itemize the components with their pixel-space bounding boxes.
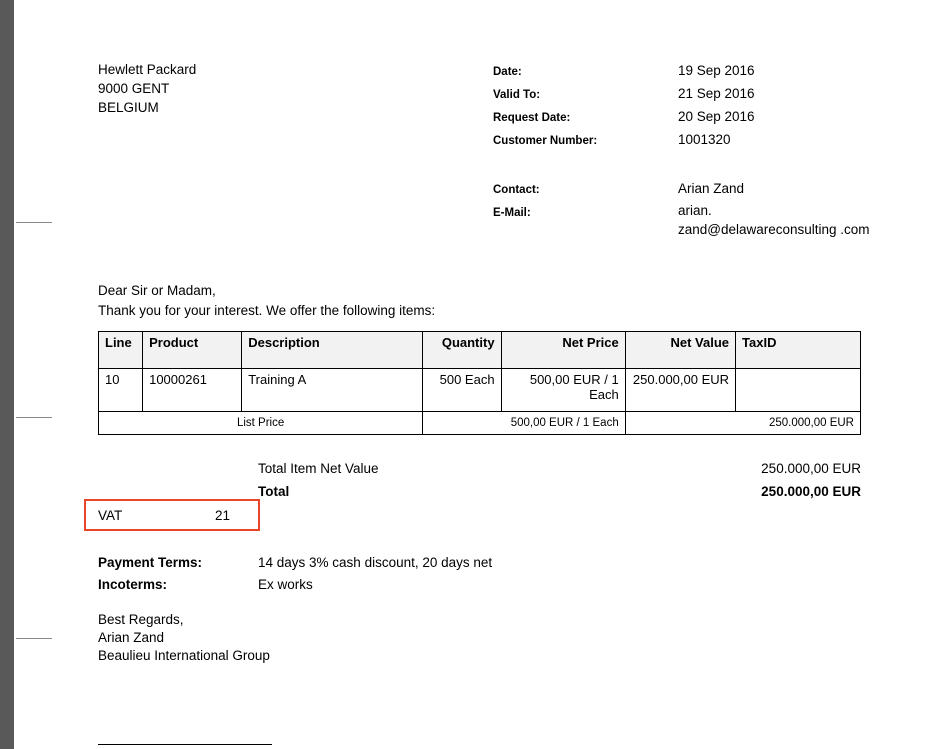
payment-terms-label: Payment Terms:	[98, 555, 203, 570]
total-value: 250.000,00 EUR	[761, 484, 861, 499]
payment-terms-row	[98, 552, 798, 574]
closing-line-3: Beaulieu International Group	[98, 648, 270, 663]
meta-row-contact	[493, 178, 893, 201]
document-meta	[493, 60, 893, 239]
meta-row-date	[493, 60, 893, 83]
items-table-head	[99, 332, 861, 369]
meta-row-valid-to	[493, 83, 893, 106]
valid-to-label: Valid To:	[493, 89, 541, 101]
vat-label: VAT	[98, 508, 123, 523]
cell-quantity: 500 Each	[423, 369, 501, 412]
salutation-line-2: Thank you for your interest. We offer the following items:	[98, 303, 436, 318]
request-date-label: Request Date:	[493, 112, 571, 124]
recipient-line-1: Hewlett Packard	[98, 62, 197, 77]
header-quantity: Quantity	[423, 332, 501, 369]
payment-terms-value: 14 days 3% cash discount, 20 days net	[258, 555, 493, 570]
customer-number-label: Customer Number:	[493, 135, 598, 147]
salutation-line-1: Dear Sir or Madam,	[98, 283, 216, 298]
recipient-line-2: 9000 GENT	[98, 81, 170, 96]
header-net-price: Net Price	[501, 332, 625, 369]
email-value: arian. zand@delawareconsulting .com	[678, 203, 870, 237]
items-table-body	[99, 369, 861, 435]
recipient-address	[98, 60, 196, 117]
meta-row-request-date	[493, 106, 893, 129]
meta-row-customer-number	[493, 129, 893, 152]
vat-value: 21	[215, 508, 231, 523]
table-row	[99, 369, 861, 412]
cell-net-value: 250.000,00 EUR	[625, 369, 735, 412]
contact-value: Arian Zand	[678, 181, 745, 196]
header-net-value: Net Value	[625, 332, 735, 369]
date-value: 19 Sep 2016	[678, 63, 755, 78]
closing-line-2: Arian Zand	[98, 630, 165, 645]
header-tax-id: TaxID	[736, 332, 861, 369]
totals-block	[258, 457, 861, 503]
header-product: Product	[143, 332, 242, 369]
total-item-net-label: Total Item Net Value	[258, 461, 379, 476]
header-description: Description	[242, 332, 423, 369]
incoterms-value: Ex works	[258, 577, 313, 592]
total-label: Total	[258, 484, 290, 499]
email-label: E-Mail:	[493, 207, 531, 219]
cell-tax-id	[736, 369, 861, 412]
items-table-header-row	[99, 332, 861, 369]
incoterms-label: Incoterms:	[98, 577, 168, 592]
list-price-row	[99, 412, 861, 435]
list-price-price: 500,00 EUR / 1 Each	[423, 412, 626, 435]
list-price-label: List Price	[99, 412, 423, 435]
items-table	[98, 331, 861, 435]
cell-line: 10	[99, 369, 143, 412]
header-line: Line	[99, 332, 143, 369]
valid-to-value: 21 Sep 2016	[678, 86, 755, 101]
date-label: Date:	[493, 66, 522, 78]
recipient-line-3: BELGIUM	[98, 100, 159, 115]
cell-net-price: 500,00 EUR / 1 Each	[501, 369, 625, 412]
total-item-net-row	[258, 457, 861, 480]
salutation	[98, 281, 435, 321]
meta-spacer	[493, 152, 893, 178]
incoterms-row	[98, 574, 798, 596]
footer-rule	[98, 744, 272, 745]
meta-row-email	[493, 201, 893, 239]
terms-block	[98, 552, 798, 596]
cell-product: 10000261	[143, 369, 242, 412]
list-price-value: 250.000,00 EUR	[625, 412, 860, 435]
closing-line-1: Best Regards,	[98, 612, 184, 627]
customer-number-value: 1001320	[678, 132, 731, 147]
contact-label: Contact:	[493, 184, 540, 196]
cell-description: Training A	[242, 369, 423, 412]
closing-block	[98, 611, 270, 665]
request-date-value: 20 Sep 2016	[678, 109, 755, 124]
total-item-net-value: 250.000,00 EUR	[761, 461, 861, 476]
total-row	[258, 480, 861, 503]
